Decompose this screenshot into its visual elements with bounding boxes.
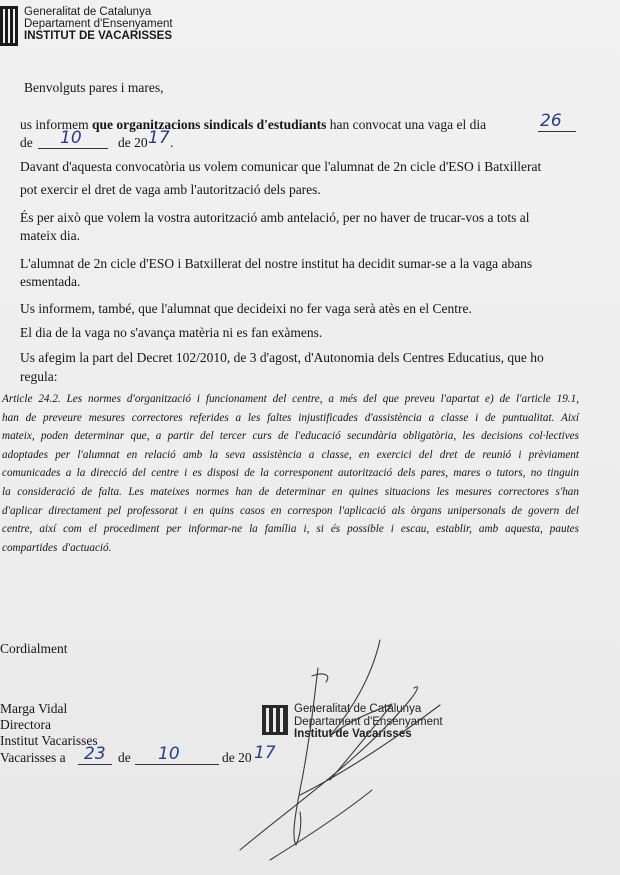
- paragraph-2-line-2: pot exercir el dret de vaga amb l'autorització dels pares.: [20, 182, 321, 197]
- signature-de-1: de: [118, 750, 131, 765]
- paragraph-6: El dia de la vaga no s'avança matèria ni es fan exàmens.: [20, 325, 323, 340]
- paragraph-4-line-1: L'alumnat de 2n cicle d'ESO i Batxillerat del nostre institut ha decidit sumar-se a la vaga abans: [20, 256, 533, 271]
- letterhead-line-3: INSTITUT DE VACARISSES: [24, 30, 173, 42]
- paragraph-7-line-2: regula:: [20, 369, 58, 384]
- sig-month-underline: [135, 764, 219, 765]
- paragraph-7-line-1: Us afegim la part del Decret 102/2010, de 3 d'agost, d'Autonomia dels Centres Educatius, que ho: [20, 350, 544, 365]
- handwritten-day: 26: [540, 111, 562, 131]
- official-stamp: [294, 703, 443, 741]
- paragraph-3-line-2: mateix dia.: [20, 228, 80, 243]
- handwritten-year: 17: [148, 128, 170, 148]
- paragraph-1: [20, 117, 486, 132]
- closing: Cordialment: [0, 641, 68, 656]
- handwritten-month: 10: [60, 128, 82, 148]
- signature-place: Vacarisses a: [0, 750, 66, 765]
- signer-name: Marga Vidal: [0, 701, 68, 716]
- signature-handwritten-month: 10: [158, 744, 180, 764]
- stamp-line-3: Institut de Vacarisses: [294, 728, 412, 740]
- letterhead-line-2: Departament d'Ensenyament: [24, 18, 173, 30]
- p1-lead: us informem: [20, 117, 92, 132]
- p1-bold: que organitzacions sindicals d'estudiants: [92, 117, 327, 132]
- signer-role: Directora: [0, 717, 51, 732]
- stamp-line-1: Generalitat de Catalunya: [294, 703, 422, 715]
- signature-handwritten-day: 23: [84, 744, 106, 764]
- date-de-1: de: [20, 135, 33, 150]
- stamp-line-2: Departament d'Ensenyament: [294, 715, 443, 728]
- letterhead: [24, 6, 173, 42]
- paragraph-4-line-2: esmentada.: [20, 274, 81, 289]
- paragraph-5: Us informem, també, que l'alumnat que decideixi no fer vaga serà atès en el Centre.: [20, 301, 472, 316]
- signature-handwritten-year: 17: [254, 743, 276, 763]
- month-underline: [38, 148, 108, 149]
- decree-article-quote: Article 24.2. Les normes d'organització i funcionament del centre, a més del que preveu l'apartat e) de l'article 19.1, han de preveure mesures correctores referides a les faltes injustificades d'assistència a classe i de puntualitat. Així mateix, poden determinar que, a partir del tercer curs de l'educació secundària obligatòria, les decisions col·lectives adoptades per l'alumnat en relació amb la seva assistència a classe, en exercici del dret de reunió i prèviament comunicades a la direcció del centre i es disposi de la corresponent autorització dels pares, mares o tutors, no tinguin la consideració de falta. Les mateixes normes han de determinar en quines situacions les mesures correctores s'han d'aplicar directament pel professorat i en quins casos en correspon l'aplicació als òrgans unipersonals de govern del centre, així com el procediment per informar-ne la família i, si és possible i escau, establir, amb aquesta, pautes compartides d'actuació.: [2, 393, 579, 554]
- signer-institution: Institut Vacarisses: [0, 733, 98, 748]
- date-de-2: de 20: [118, 135, 148, 150]
- paragraph-3-line-1: És per això que volem la vostra autorització amb antelació, per no haver de trucar-vos a tots al: [20, 210, 530, 225]
- greeting: Benvolguts pares i mares,: [24, 80, 164, 95]
- day-underline: [538, 131, 576, 132]
- p1-tail: han convocat una vaga el dia: [326, 117, 487, 132]
- date-period: .: [170, 135, 174, 150]
- paragraph-2-line-1: Davant d'aquesta convocatòria us volem comunicar que l'alumnat de 2n cicle d'ESO i Batxillerat: [20, 159, 542, 174]
- letterhead-line-1: Generalitat de Catalunya: [24, 6, 152, 18]
- stamp-generalitat-icon: [262, 705, 288, 735]
- signature-de-2: de 20: [222, 750, 252, 765]
- generalitat-logo: [0, 6, 18, 46]
- sig-day-underline: [78, 764, 112, 765]
